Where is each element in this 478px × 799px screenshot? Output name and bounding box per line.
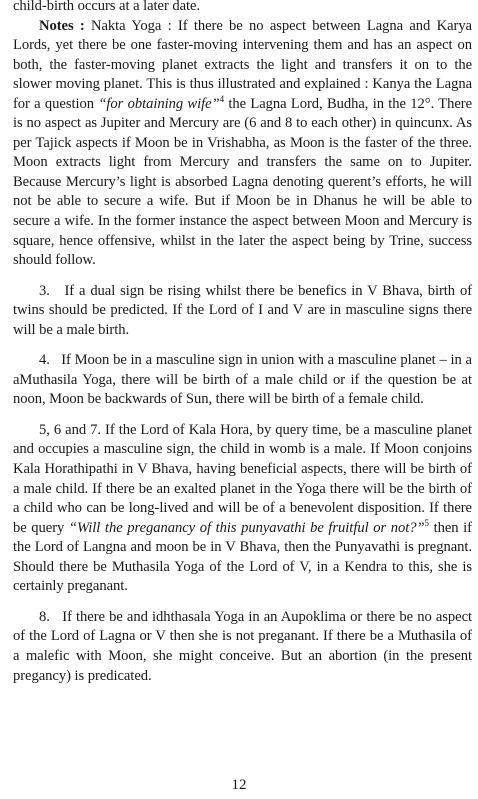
para5-text-2: then if the Lord of Langna and moon be in V Bhava, then the Punyavathi is pregnant. Should there be Muthasila Yoga of the Lord of V, in a Kendra to this, she is certainly preganant. bbox=[13, 519, 472, 595]
paragraph-5-6-7 bbox=[13, 421, 472, 597]
notes-text-1: Nakta Yoga : If there be no aspect between Lagna and Karya Lords, yet there be one faster-moving intervening them and has an aspect on both, the faster-moving planet extracts the light and transfers it on to the slower moving planet. This is thus illustrated and explained : Kanya the Lagna for a question bbox=[13, 17, 472, 112]
notes-text-2: the Lagna Lord, Budha, in the 12°. There is no aspect as Jupiter and Mercury are (6 and 8 to each other) in quincunx. As per Tajick aspects if Moon be in Vrishabha, as Moon is the faster of the three. Moon extracts light from Mercury and transfers the same on to Jupiter. Because Mercury’s light is absorbed Lagna denoting querent’s efforts, he will not be able to secure a wife. But if Moon be in Dhanus he will be able to secure a wife. In the former instance the aspect between Moon and Mercury is square, hence offensive, whilst in the later the aspect being by Trine, success should follow. bbox=[13, 95, 472, 269]
notes-quote: “for obtaining wife” bbox=[98, 95, 220, 112]
notes-paragraph bbox=[13, 17, 472, 271]
paragraph-8: 8. If there be and idhthasala Yoga in an Aupoklima or there be no aspect of the Lord of Lagna or V then she is not preganant. If there be a Muthasila of a malefic with Moon, she might conceive. But an abortion (in the present pregancy) is predicated. bbox=[13, 608, 472, 684]
notes-label: Notes : bbox=[39, 17, 85, 34]
paragraph-3: 3. If a dual sign be rising whilst there be benefics in V Bhava, birth of twins should be predicted. If the Lord of I and V are in masculine signs there will be a male birth. bbox=[13, 282, 472, 338]
continued-line: child-birth occurs at a later date. bbox=[13, 0, 201, 14]
page-number: 12 bbox=[231, 777, 247, 793]
para5-text-1: 5, 6 and 7. If the Lord of Kala Hora, by query time, be a masculine planet and occupies a masculine sign, the child in womb is a male. If Moon conjoins Kala Horathipathi in V Bhava, having beneficial aspects, there will be birth of a male child. If there be an exalted planet in the Yoga there will be the birth of a child who can be long-lived and will be of a benevolent disposition. If there be query bbox=[13, 421, 472, 536]
paragraph-4: 4. If Moon be in a masculine sign in union with a masculine planet – in a aMuthasila Yoga, there will be birth of a male child or if the question be at noon, Moon be backwards of Sun, there will be birth of a female child. bbox=[13, 352, 472, 408]
footnote-ref-5: 5 bbox=[424, 517, 429, 528]
footnote-ref-4: 4 bbox=[219, 93, 225, 104]
para5-quote: “Will the preganancy of this punyavathi be fruitful or not?” bbox=[68, 519, 425, 536]
body-text bbox=[13, 0, 472, 686]
